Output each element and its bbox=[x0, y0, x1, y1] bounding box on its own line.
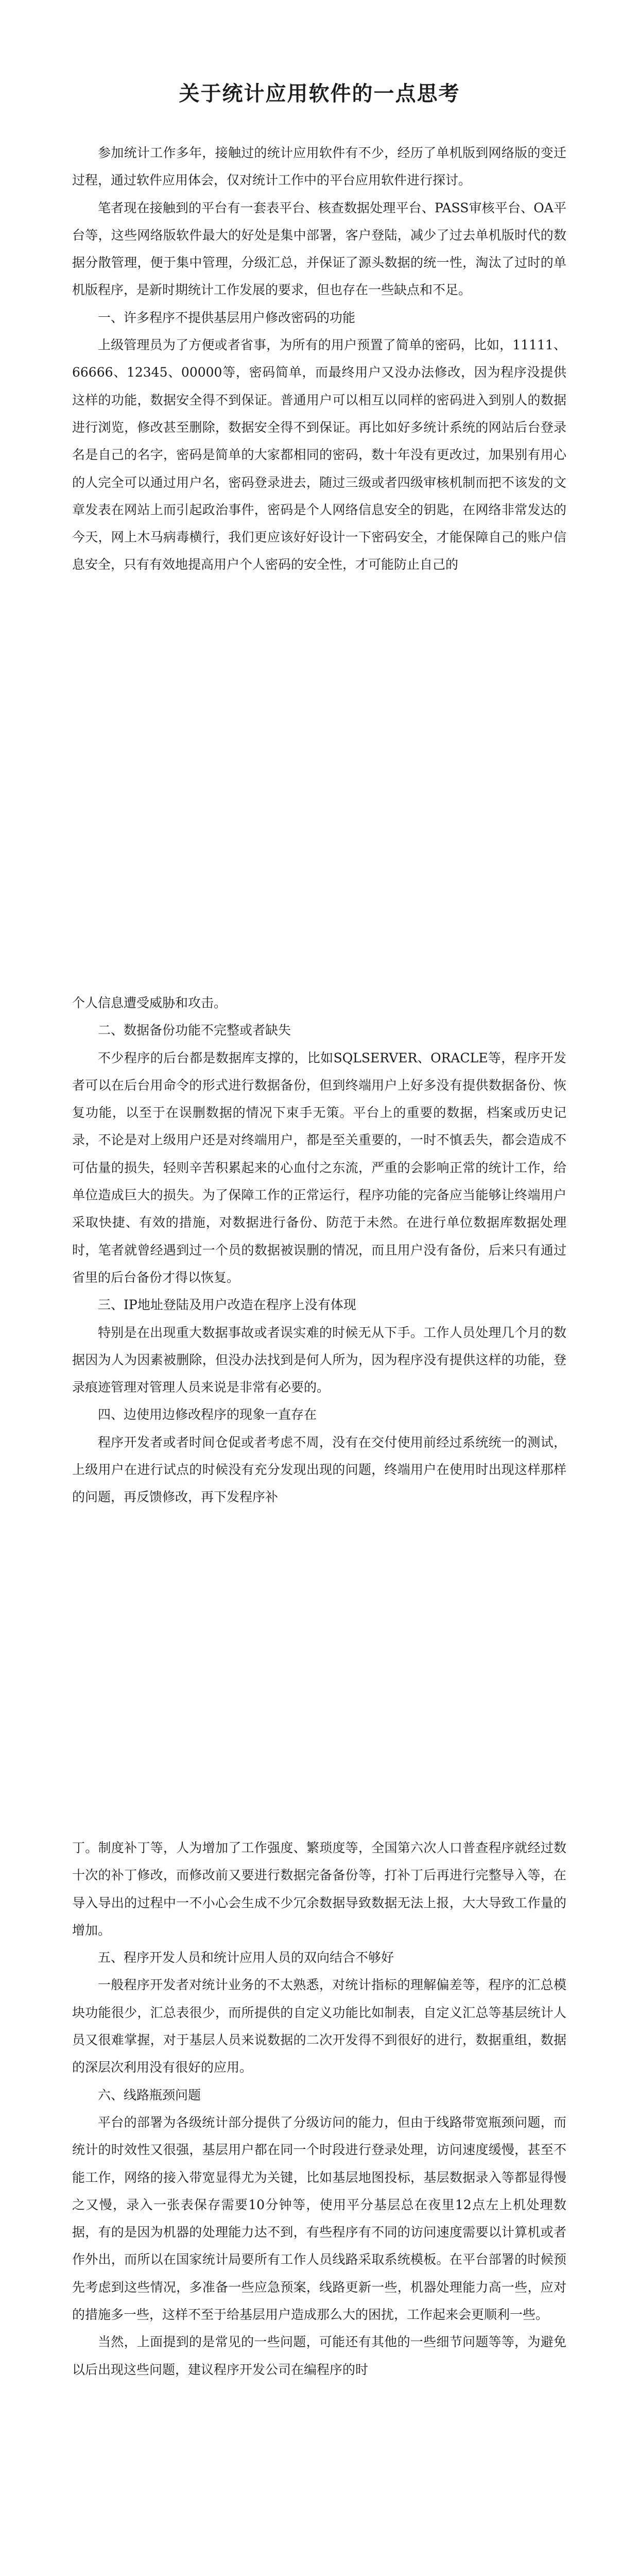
intro-paragraph-1: 参加统计工作多年，接触过的统计应用软件有不少，经历了单机版到网络版的变迁过程，通过软件应用体会，仅对统计工作中的平台应用软件进行探讨。 bbox=[72, 145, 566, 188]
section-4-paragraph: 程序开发者或者时间仓促或者考虑不周，没有在交付使用前经过系统统一的测试，上级用户在进行试点的时候没有充分发现出现的问题，终端用户在使用时出现这样那样的问题，再反馈修改，再下发程序补 bbox=[72, 1434, 566, 1505]
intro-paragraph-2: 笔者现在接触到的平台有一套表平台、核查数据处理平台、PASS审核平台、OA平台等，这些网络版软件最大的好处是集中部署，客户登陆，减少了过去单机版时代的数据分散管理，便于集中管理，分级汇总，并保证了源头数据的统一性，淘汰了过时的单机版程序，是新时期统计工作发展的要求，但也存在一些缺点和不足。 bbox=[72, 200, 566, 298]
section-6-paragraph-1: 平台的部署为各级统计部分提供了分级访问的能力，但由于线路带宽瓶颈问题，而统计的时效性又很强，基层用户都在同一个时段进行登录处理，访问速度缓慢，甚至不能工作，网络的接入带宽显得尤为关键，比如基层地图投标，基层数据录入等都显得慢之又慢，录入一张表保存需要10分钟等，使用平分基层总在夜里12点左上机处理数据，有的是因为机器的处理能力达不到，有些程序有不同的访问速度需要以计算机或者作外出，而所以在国家统计局要所有工作人员线路采取系统模板。在平台部署的时候预先考虑到这些情况，多准备一些应急预案，线路更新一些，机器处理能力高一些，应对的措施多一些，这样不至于给基层用户造成那么大的困扰，工作起来会更顺利一些。 bbox=[72, 2114, 566, 2323]
page-2-body bbox=[72, 989, 566, 1511]
document-title: 关于统计应用软件的一点思考 bbox=[179, 81, 460, 106]
section-3-paragraph: 特别是在出现重大数据事故或者误实难的时候无从下手。工作人员处理几个月的数据因为人为因素被删除，但没办法找到是何人所为，因为程序没有提供这样的功能，登录痕迹管理对管理人员来说是非常有必要的。 bbox=[72, 1325, 566, 1395]
section-5-paragraph: 一般程序开发者对统计业务的不太熟悉，对统计指标的理解偏差等，程序的汇总模块功能很少，汇总表很少，而所提供的自定义功能比如制表，自定义汇总等基层统计人员又很难掌握，对于基层人员来说数据的二次开发得不到很好的进行，数据重组，数据的深层次利用没有很好的应用。 bbox=[72, 1977, 566, 2075]
page-1-body bbox=[72, 139, 566, 579]
section-2-paragraph: 不少程序的后台都是数据库支撑的，比如SQLSERVER、ORACLE等，程序开发者可以在后台用命令的形式进行数据备份，但到终端用户上好多没有提供数据备份、恢复功能，以至于在误删数据的情况下束手无策。平台上的重要的数据，档案或历史记录，不论是对上级用户还是对终端用户，都是至关重要的，一时不慎丢失，都会造成不可估量的损失，轻则辛苦积累起来的心血付之东流，严重的会影响正常的统计工作，给单位造成巨大的损失。为了保障工作的正常运行，程序功能的完备应当能够让终端用户采取快捷、有效的措施，对数据进行备份、防范于未然。在进行单位数据库数据处理时，笔者就曾经遇到过一个员的数据被误删的情况，而且用户没有备份，后来只有通过省里的后台备份才得以恢复。 bbox=[72, 1050, 566, 1285]
section-1-continuation: 个人信息遭受威胁和攻击。 bbox=[72, 995, 227, 1010]
section-6-paragraph-2: 当然，上面提到的是常见的一些问题，可能还有其他的一些细节问题等等，为避免以后出现这些问题，建议程序开发公司在编程序的时 bbox=[72, 2334, 566, 2377]
page-3-body bbox=[72, 1834, 566, 2383]
section-heading-4: 四、边使用边修改程序的现象一直存在 bbox=[98, 1407, 317, 1422]
section-heading-1: 一、许多程序不提供基层用户修改密码的功能 bbox=[98, 310, 356, 325]
section-heading-5: 五、程序开发人员和统计应用人员的双向结合不够好 bbox=[98, 1950, 394, 1965]
section-4-continuation: 丁。制度补丁等，人为增加了工作强度、繁琐度等，全国第六次人口普查程序就经过数十次的补丁修改，而修改前又要进行数据完备备份等，打补丁后再进行完整导入等，在导入导出的过程中一不小心会生成不少冗余数据导致数据无法上报，大大导致工作量的增加。 bbox=[72, 1840, 566, 1938]
section-1-paragraph: 上级管理员为了方便或者省事，为所有的用户预置了简单的密码，比如，11111、66666、12345、00000等，密码简单，而最终用户又没办法修改，因为程序没提供这样的功能，数据安全得不到保证。普通用户可以相互以同样的密码进入到别人的数据进行浏览，修改甚至删除，数据安全得不到保证。再比如好多统计系统的网站后台登录名是自己的名字，密码是简单的大家都相同的密码，数十年没有更改过，加果别有用心的人完全可以通过用户名，密码登录进去，随过三级或者四级审核机制而把不该发的文章发表在网站上而引起政治事件，密码是个人网络信息安全的钥匙，在网络非常发达的今天，网上木马病毒横行，我们更应该好好设计一下密码安全，才能保障自己的账户信息安全，只有有效地提高用户个人密码的安全性，才可能防止自己的 bbox=[72, 337, 566, 572]
section-heading-6: 六、线路瓶颈问题 bbox=[98, 2087, 201, 2103]
section-heading-2: 二、数据备份功能不完整或者缺失 bbox=[98, 1023, 291, 1038]
section-heading-3: 三、IP地址登陆及用户改造在程序上没有体现 bbox=[98, 1297, 356, 1313]
